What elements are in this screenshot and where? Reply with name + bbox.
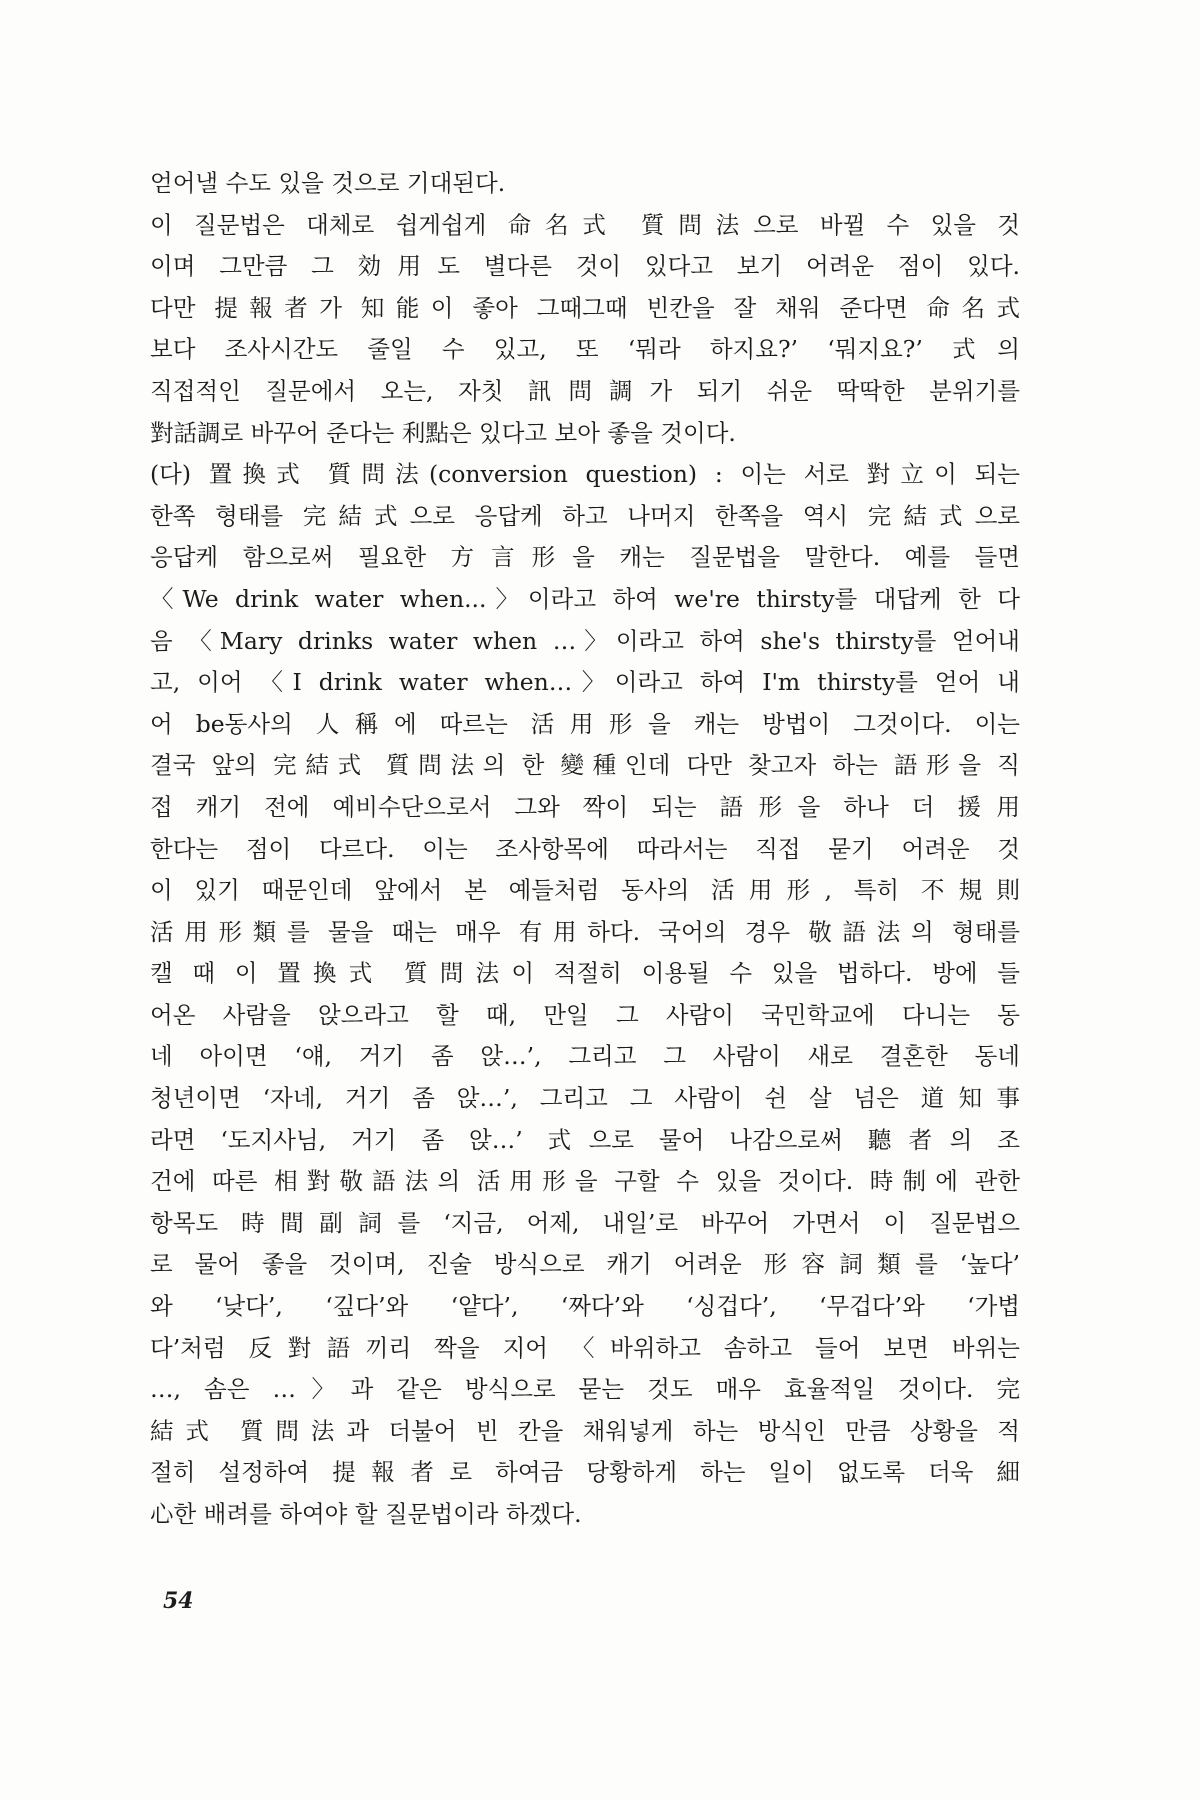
text-line: 한다는 점이 다르다. 이는 조사항목에 따라서는 직접 묻기 어려운 것 [150, 834, 1020, 863]
text-line: 건에 따른 相對敬語法의 活用形을 구할 수 있을 것이다. 時制에 관한 [150, 1167, 1020, 1196]
text-line: 응답케 함으로써 필요한 方言形을 캐는 질문법을 말한다. 예를 들면 [150, 543, 1020, 572]
text-line: 다만 提報者가 知能이 좋아 그때그때 빈칸을 잘 채워 준다면 命名式 [150, 293, 1020, 322]
text-line: 로 물어 좋을 것이며, 진술 방식으로 캐기 어려운 形容詞類를 ‘높다’ [150, 1250, 1020, 1279]
text-line: 이 있기 때문인데 앞에서 본 예들처럼 동사의 活用形, 특히 不規則 [150, 876, 1020, 905]
text-line: 항목도 時間副詞를 ‘지금, 어제, 내일’로 바꾸어 가면서 이 질문법으 [150, 1208, 1020, 1237]
text-line: 〈We drink water when...〉이라고 하여 we're thirsty를 대답케 한 다 [150, 584, 1020, 613]
text-line: 직접적인 질문에서 오는, 자칫 訊問調가 되기 쉬운 딱딱한 분위기를 [150, 376, 1020, 405]
text-line: 결국 앞의 完結式 質問法의 한 變種인데 다만 찾고자 하는 語形을 직 [150, 751, 1020, 780]
text-line: 心한 배려를 하여야 할 질문법이라 하겠다. [150, 1500, 582, 1528]
text-line: 活用形類를 물을 때는 매우 有用하다. 국어의 경우 敬語法의 형태를 [150, 917, 1020, 946]
text-line: 對話調로 바꾸어 준다는 利點은 있다고 보아 좋을 것이다. [150, 418, 736, 447]
text-line: 절히 설정하여 提報者로 하여금 당황하게 하는 일이 없도록 더욱 細 [150, 1458, 1020, 1487]
text-line: 얻어낼 수도 있을 것으로 기대된다. [150, 169, 506, 197]
text-line: 結式 質問法과 더불어 빈 칸을 채워넣게 하는 방식인 만큼 상황을 적 [150, 1416, 1020, 1445]
text-line: (다) 置換式 質問法(conversion question) : 이는 서로 對立이 되는 [150, 460, 1020, 489]
text-line: 네 아이면 ‘얘, 거기 좀 앉…’, 그리고 그 사람이 새로 결혼한 동네 [150, 1042, 1020, 1071]
text-line: 이 질문법은 대체로 쉽게쉽게 命名式 質問法으로 바뀔 수 있을 것 [150, 210, 1020, 239]
text-line: 한쪽 형태를 完結式으로 응답케 하고 나머지 한쪽을 역시 完結式으로 [150, 501, 1020, 530]
text-line: 보다 조사시간도 줄일 수 있고, 또 ‘뭐라 하지요?’ ‘뭐지요?’ 式의 [150, 335, 1020, 364]
text-line: 청년이면 ‘자네, 거기 좀 앉…’, 그리고 그 사람이 쉰 살 넘은 道知事 [150, 1084, 1020, 1113]
text-line: 어온 사람을 앉으라고 할 때, 만일 그 사람이 국민학교에 다니는 동 [150, 1000, 1020, 1029]
text-line: 음 〈Mary drinks water when …〉이라고 하여 she's thirsty를 얻어내 [150, 626, 1020, 655]
page-number: 54 [163, 1588, 194, 1614]
text-line: 고, 이어 〈I drink water when…〉이라고 하여 I'm thirsty를 얻어 내 [150, 668, 1020, 697]
body-text [150, 163, 1020, 1536]
text-line: 접 캐기 전에 예비수단으로서 그와 짝이 되는 語形을 하나 더 援用 [150, 792, 1020, 821]
text-line: 와 ‘낮다’, ‘깊다’와 ‘얕다’, ‘짜다’와 ‘싱겁다’, ‘무겁다’와 ‘가볍 [150, 1292, 1020, 1321]
text-line: 캘 때 이 置換式 質問法이 적절히 이용될 수 있을 법하다. 방에 들 [150, 959, 1020, 988]
text-line: 어 be동사의 人稱에 따르는 活用形을 캐는 방법이 그것이다. 이는 [150, 709, 1020, 738]
text-line: 다’처럼 反對語끼리 짝을 지어 〈바위하고 솜하고 들어 보면 바위는 [150, 1333, 1020, 1362]
text-line: …, 솜은 …〉과 같은 방식으로 묻는 것도 매우 효율적일 것이다. 完 [150, 1375, 1020, 1404]
text-line: 이며 그만큼 그 効用도 별다른 것이 있다고 보기 어려운 점이 있다. [150, 252, 1020, 281]
text-line: 라면 ‘도지사님, 거기 좀 앉…’ 式으로 물어 나감으로써 聽者의 조 [150, 1125, 1020, 1154]
